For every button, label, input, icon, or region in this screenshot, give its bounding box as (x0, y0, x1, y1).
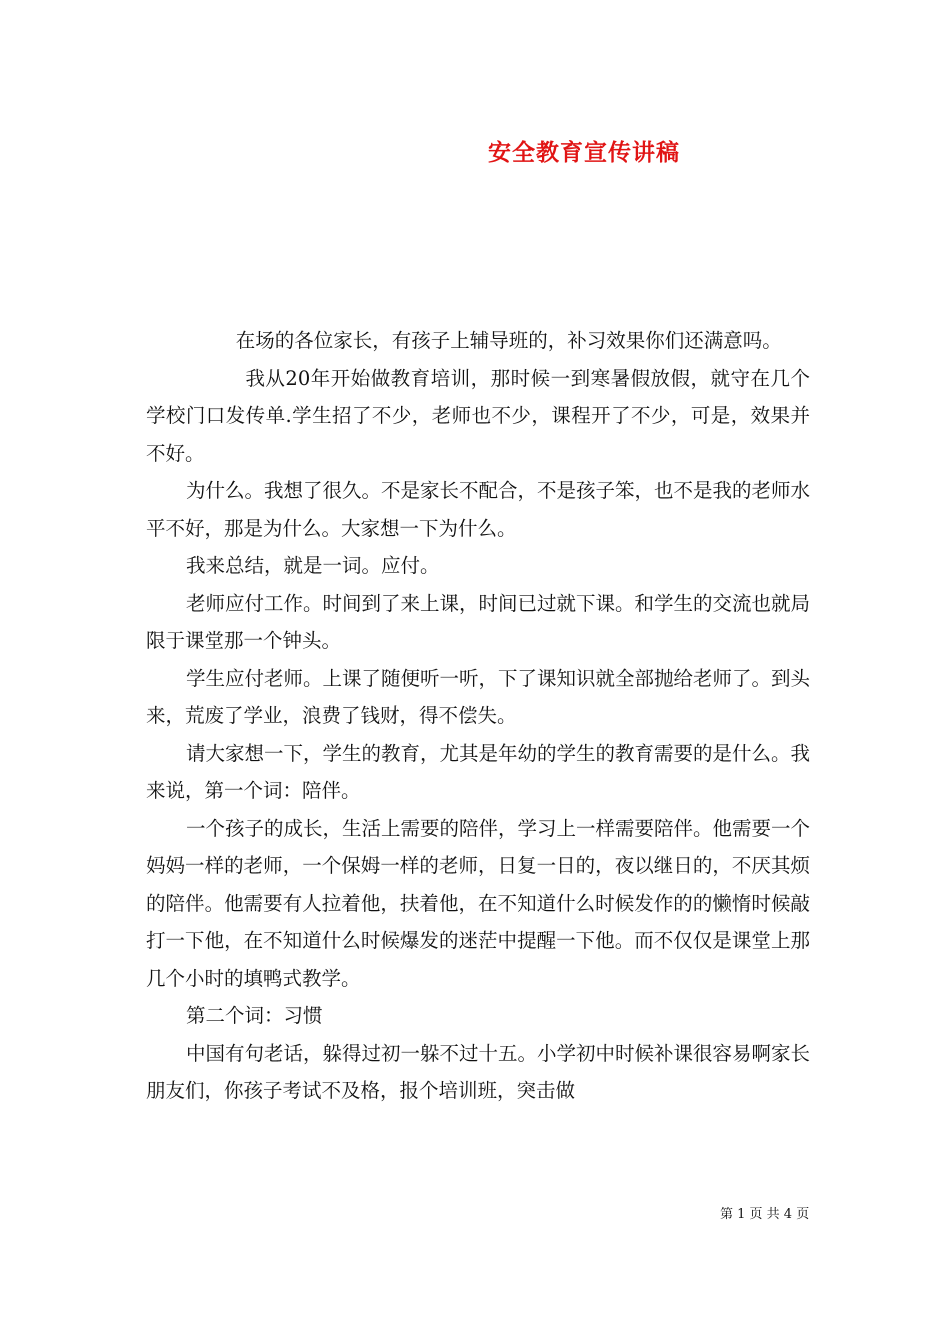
paragraph: 第二个词：习惯 (185, 1004, 323, 1027)
paragraph: 老师应付工作。时间到了来上课，时间已过就下课。和学生的交流也就局限于课堂那一个钟头。 (146, 591, 810, 652)
paragraph: 为什么。我想了很久。不是家长不配合，不是孩子笨，也不是我的老师水平不好，那是为什么。大家想一下为什么。 (146, 479, 810, 540)
page-number-footer: 第 1 页 共 4 页 (720, 1207, 810, 1222)
paragraph: 请大家想一下，学生的教育，尤其是年幼的学生的教育需要的是什么。我来说，第一个词：陪伴。 (146, 741, 810, 802)
paragraph: 我从20年开始做教育培训，那时候一到寒暑假放假，就守在几个学校门口发传单.学生招了不少，老师也不少，课程开了不少，可是，效果并不好。 (146, 366, 810, 465)
paragraph: 一个孩子的成长，生活上需要的陪伴，学习上一样需要陪伴。他需要一个妈妈一样的老师，一个保姆一样的老师，日复一日的，夜以继日的，不厌其烦的陪伴。他需要有人拉着他，扶着他，在不知道什么时候发作的的懒惰时候敲打一下他，在不知道什么时候爆发的迷茫中提醒一下他。而不仅仅是课堂上那几个小时的填鸭式教学。 (146, 816, 810, 990)
document-body (146, 322, 810, 1110)
paragraph: 在场的各位家长，有孩子上辅导班的，补习效果你们还满意吗。 (235, 329, 782, 352)
paragraph: 我来总结，就是一词。应付。 (185, 554, 440, 577)
paragraph: 中国有句老话，躲得过初一躲不过十五。小学初中时候补课很容易啊家长朋友们，你孩子考试不及格，报个培训班，突击做 (146, 1041, 810, 1102)
paragraph: 学生应付老师。上课了随便听一听，下了课知识就全部抛给老师了。到头来，荒废了学业，浪费了钱财，得不偿失。 (146, 666, 810, 727)
document-title: 安全教育宣传讲稿 (488, 139, 680, 166)
